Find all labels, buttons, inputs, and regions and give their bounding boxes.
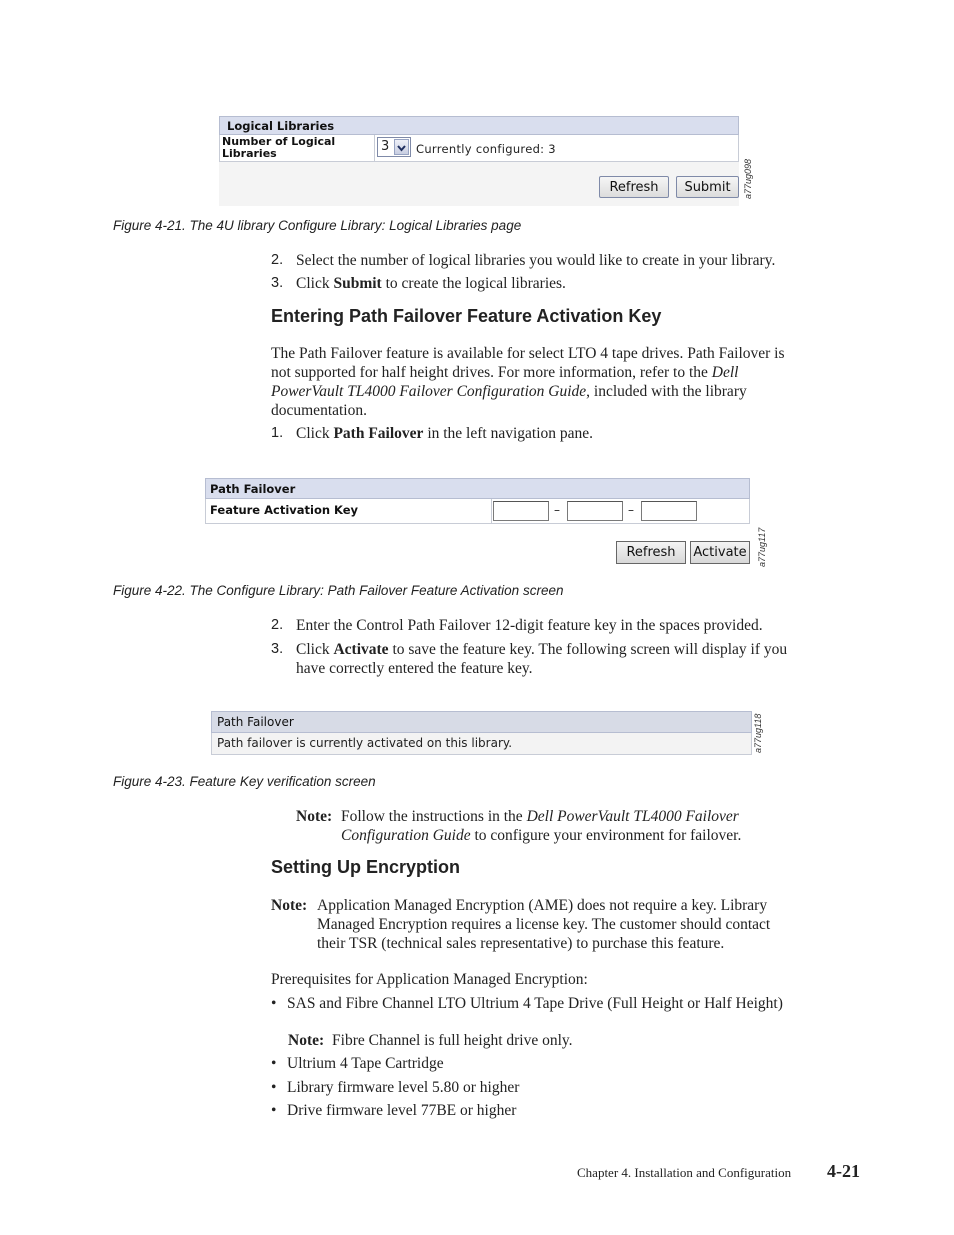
panel-header-text: Path Failover bbox=[217, 715, 294, 729]
figure-caption: Figure 4-23. Feature Key verification screen bbox=[113, 774, 376, 789]
figure-id-label: a77ug098 bbox=[743, 158, 753, 199]
refresh-button[interactable]: Refresh bbox=[616, 541, 686, 564]
row-divider bbox=[374, 135, 375, 161]
library-count-select[interactable] bbox=[377, 137, 411, 157]
bullet: • bbox=[271, 1079, 277, 1096]
bullet: • bbox=[271, 1102, 277, 1119]
row-label: Feature Activation Key bbox=[210, 503, 359, 517]
status-message: Path failover is currently activated on this library. bbox=[217, 736, 513, 750]
figure-caption: Figure 4-22. The Configure Library: Path Failover Feature Activation screen bbox=[113, 583, 564, 598]
dash-separator: – bbox=[554, 503, 560, 517]
feature-key-input-3[interactable] bbox=[641, 501, 697, 521]
path-failover-panel bbox=[205, 478, 750, 568]
feature-key-input-2[interactable] bbox=[567, 501, 623, 521]
step-item: 3. Click Activate to save the feature key. The following screen will display if you have correctly entered the feature key. bbox=[271, 641, 788, 677]
currently-configured-text: Currently configured: 3 bbox=[416, 142, 556, 156]
logical-libraries-panel bbox=[219, 116, 739, 206]
panel-header bbox=[205, 478, 750, 499]
list-item: • Ultrium 4 Tape Cartridge bbox=[271, 1055, 444, 1072]
section-heading: Entering Path Failover Feature Activation Key bbox=[271, 306, 662, 326]
panel-header bbox=[211, 711, 752, 733]
paragraph: Prerequisites for Application Managed Encryption: bbox=[271, 971, 588, 988]
note-label: Note: bbox=[288, 1032, 325, 1049]
refresh-button[interactable]: Refresh bbox=[599, 176, 669, 198]
row-label: Number of Logical Libraries bbox=[222, 135, 336, 160]
step-item: 1. Click Path Failover in the left navigation pane. bbox=[271, 425, 594, 442]
step-item: 2. Select the number of logical libraries you would like to create in your library. bbox=[271, 252, 776, 269]
row-divider bbox=[491, 499, 492, 523]
figure-id-label: a77ug117 bbox=[757, 527, 767, 567]
figure-caption: Figure 4-21. The 4U library Configure Library: Logical Libraries page bbox=[113, 218, 522, 233]
figure-id-label: a77ug118 bbox=[753, 713, 763, 753]
bullet: • bbox=[271, 995, 277, 1012]
submit-button[interactable]: Submit bbox=[676, 176, 739, 198]
note-label: Note: bbox=[271, 897, 308, 914]
step-item: 2. Enter the Control Path Failover 12-digit feature key in the spaces provided. bbox=[271, 617, 763, 634]
chevron-down-icon[interactable] bbox=[394, 139, 409, 155]
bullet: • bbox=[271, 1055, 277, 1072]
logical-libraries-row bbox=[219, 135, 739, 162]
activate-button[interactable]: Activate bbox=[690, 541, 750, 564]
section-heading: Setting Up Encryption bbox=[271, 857, 460, 877]
panel-header-text: Logical Libraries bbox=[227, 118, 335, 133]
list-item: • SAS and Fibre Channel LTO Ultrium 4 Tape Drive (Full Height or Half Height) bbox=[271, 995, 783, 1012]
chapter-footer: Chapter 4. Installation and Configuration bbox=[577, 1165, 792, 1180]
step-item: 3. Click Submit to create the logical libraries. bbox=[271, 275, 566, 292]
feature-key-row bbox=[205, 499, 750, 524]
select-value: 3 bbox=[381, 139, 390, 154]
status-row bbox=[211, 733, 752, 755]
dash-separator: – bbox=[628, 503, 634, 517]
panel-header-text: Path Failover bbox=[210, 481, 296, 496]
sub-note: Note: Fibre Channel is full height drive only. bbox=[288, 1032, 573, 1049]
list-item: • Library firmware level 5.80 or higher bbox=[271, 1079, 520, 1096]
page-number: 4-21 bbox=[827, 1161, 860, 1181]
note-label: Note: bbox=[296, 808, 333, 825]
list-item: • Drive firmware level 77BE or higher bbox=[271, 1102, 517, 1119]
feature-key-input-1[interactable] bbox=[493, 501, 549, 521]
paragraph: The Path Failover feature is available for select LTO 4 tape drives. Path Failover is not supported for half height drives. For more information, refer to the Dell PowerVault TL4000 Failover Configuration Guide, included with the library documentation. bbox=[271, 345, 785, 419]
path-failover-status-panel bbox=[211, 711, 752, 755]
panel-header bbox=[219, 116, 739, 135]
